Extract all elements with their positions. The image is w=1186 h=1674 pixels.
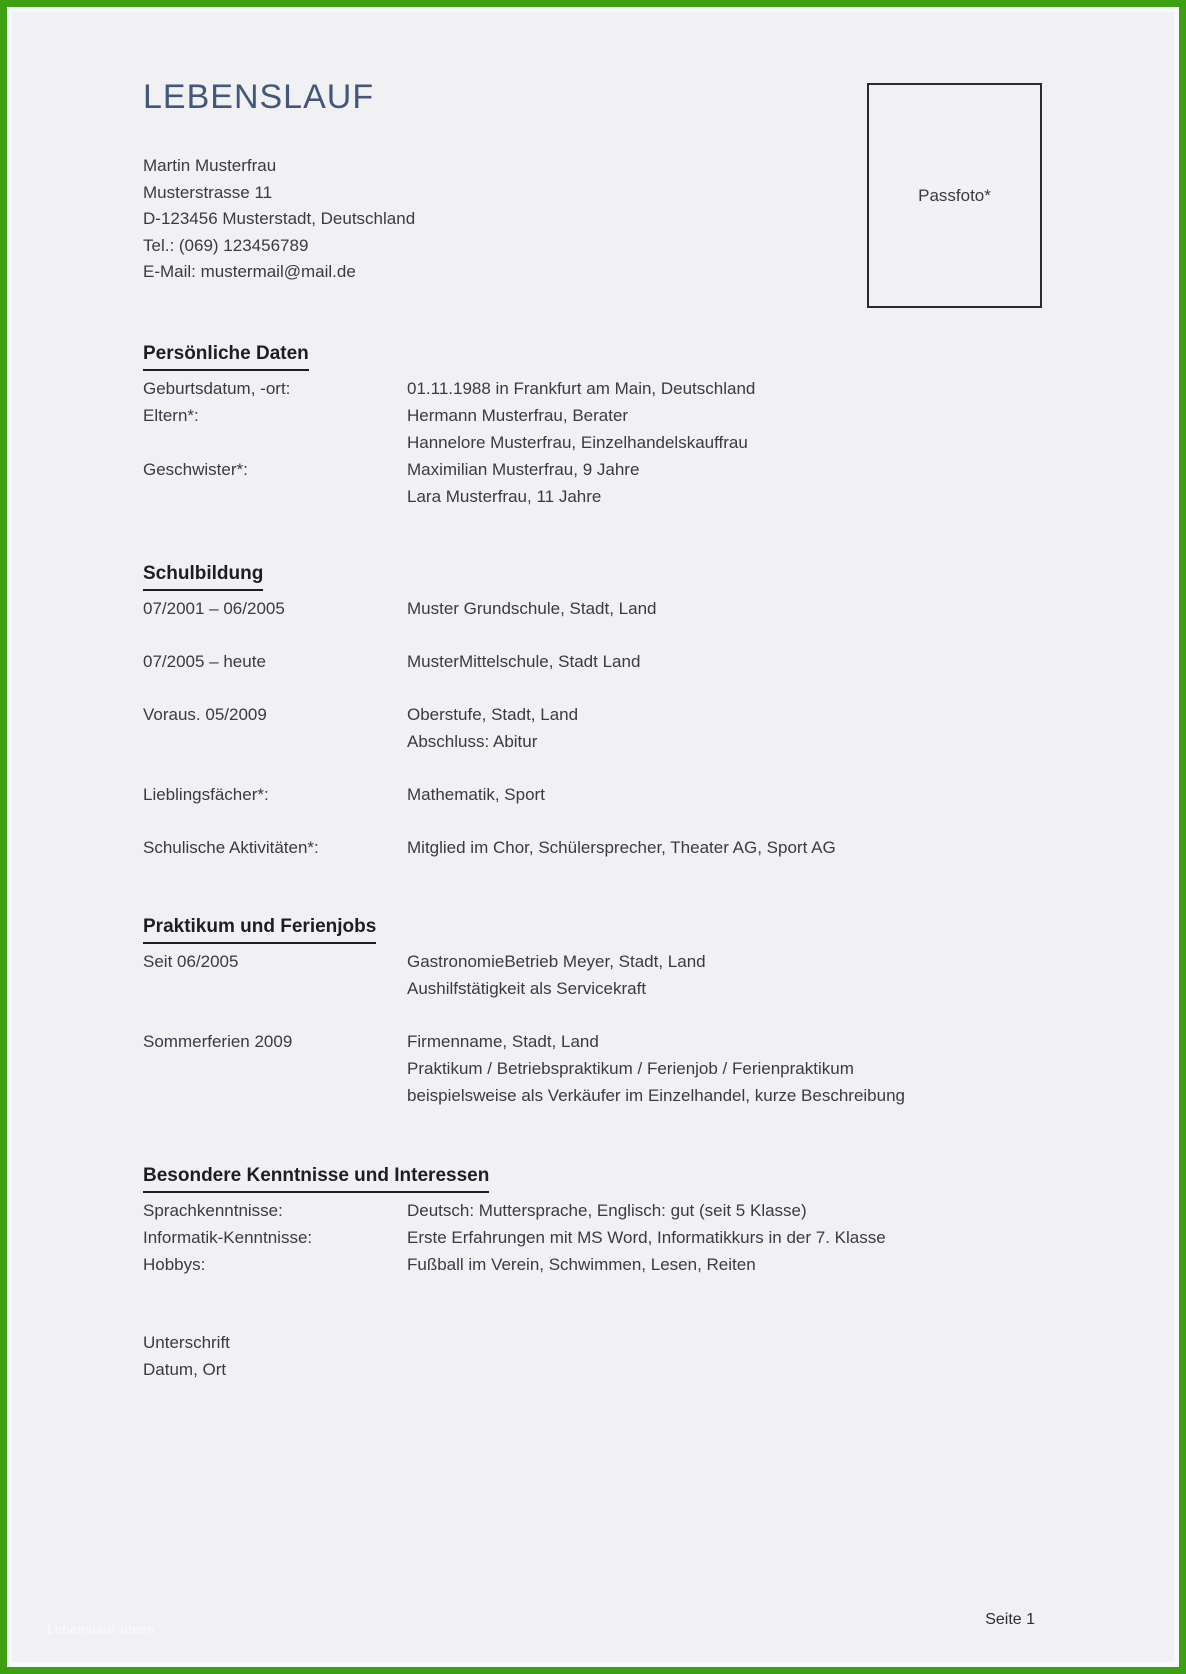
value-line: GastronomieBetrieb Meyer, Stadt, Land [407, 951, 706, 971]
value-line: Praktikum / Betriebspraktikum / Ferienjob / Ferienpraktikum [407, 1058, 854, 1078]
row-value [407, 1251, 1035, 1278]
contact-name: Martin Musterfrau [143, 156, 277, 175]
row-value [407, 948, 1035, 1002]
row-value [407, 375, 1035, 402]
value-line: Fußball im Verein, Schwimmen, Lesen, Reiten [407, 1254, 756, 1274]
watermark-text: Lebenslauf-Ideen [47, 1622, 156, 1637]
row-label: 07/2005 – heute [143, 651, 266, 671]
passport-photo-label: Passfoto* [918, 185, 991, 205]
contact-phone: Tel.: (069) 123456789 [143, 235, 309, 255]
value-line: Mitglied im Chor, Schülersprecher, Theater AG, Sport AG [407, 837, 836, 857]
value-line: Muster Grundschule, Stadt, Land [407, 598, 657, 618]
row-sprachkenntnisse [143, 1197, 1035, 1224]
row-value [407, 834, 1035, 861]
section-praktikum [143, 913, 1035, 1109]
row-label: Geburtsdatum, -ort: [143, 378, 291, 398]
row-sommerferien [143, 1028, 1035, 1109]
section-heading: Besondere Kenntnisse und Interessen [143, 1162, 1035, 1193]
row-label: Lieblingsfächer*: [143, 784, 269, 804]
date-place-label: Datum, Ort [143, 1359, 227, 1379]
row-label: Geschwister*: [143, 459, 248, 479]
value-line: Lara Musterfrau, 11 Jahre [407, 486, 602, 506]
row-mittelschule [143, 648, 1035, 675]
signature-block [143, 1329, 1035, 1383]
contact-city: D-123456 Musterstadt, Deutschland [143, 209, 416, 228]
value-line: Oberstufe, Stadt, Land [407, 704, 579, 724]
value-line: Erste Erfahrungen mit MS Word, Informatikkurs in der 7. Klasse [407, 1227, 886, 1247]
row-label: Sprachkenntnisse: [143, 1200, 283, 1220]
section-heading: Persönliche Daten [143, 340, 1035, 371]
page-title: LEBENSLAUF [143, 78, 375, 116]
row-value [407, 402, 1035, 456]
row-oberstufe [143, 701, 1035, 755]
value-line: Aushilfstätigkeit als Servicekraft [407, 978, 647, 998]
row-gastronomie [143, 948, 1035, 1002]
row-schulische-aktivitaeten [143, 834, 1035, 861]
value-line: Deutsch: Muttersprache, Englisch: gut (seit 5 Klasse) [407, 1200, 807, 1220]
row-label: Voraus. 05/2009 [143, 704, 267, 724]
section-persoenliche-daten [143, 340, 1035, 510]
row-label: Schulische Aktivitäten*: [143, 837, 319, 857]
value-line: MusterMittelschule, Stadt Land [407, 651, 641, 671]
section-besondere-kenntnisse [143, 1162, 1035, 1278]
row-eltern [143, 402, 1035, 456]
section-heading: Praktikum und Ferienjobs [143, 913, 1035, 944]
row-value [407, 648, 1035, 675]
page-number: Seite 1 [985, 1611, 1035, 1628]
row-label: Hobbys: [143, 1254, 206, 1274]
row-label: Sommerferien 2009 [143, 1031, 293, 1051]
row-informatik [143, 1224, 1035, 1251]
page-content [7, 7, 1179, 1383]
value-line: Mathematik, Sport [407, 784, 545, 804]
row-geburtsdatum [143, 375, 1035, 402]
row-hobbys [143, 1251, 1035, 1278]
row-value [407, 595, 1035, 622]
value-line: beispielsweise als Verkäufer im Einzelhandel, kurze Beschreibung [407, 1085, 905, 1105]
row-label: Seit 06/2005 [143, 951, 239, 971]
row-value [407, 701, 1035, 755]
row-geschwister [143, 456, 1035, 510]
row-label: Informatik-Kenntnisse: [143, 1227, 313, 1247]
section-schulbildung [143, 560, 1035, 861]
row-lieblingsfaecher [143, 781, 1035, 808]
row-grundschule [143, 595, 1035, 622]
signature-line-label: Unterschrift [143, 1332, 230, 1352]
value-line: Firmenname, Stadt, Land [407, 1031, 599, 1051]
row-value [407, 456, 1035, 510]
row-label: Eltern*: [143, 405, 199, 425]
value-line: Maximilian Musterfrau, 9 Jahre [407, 459, 640, 479]
row-value [407, 1197, 1035, 1224]
row-value [407, 781, 1035, 808]
row-value [407, 1224, 1035, 1251]
value-line: Abschluss: Abitur [407, 731, 538, 751]
value-line: Hermann Musterfrau, Berater [407, 405, 629, 425]
row-label: 07/2001 – 06/2005 [143, 598, 285, 618]
value-line: Hannelore Musterfrau, Einzelhandelskauffrau [407, 432, 748, 452]
section-heading: Schulbildung [143, 560, 1035, 591]
value-line: 01.11.1988 in Frankfurt am Main, Deutschland [407, 378, 756, 398]
row-value [407, 1028, 1035, 1109]
contact-email: E-Mail: mustermail@mail.de [143, 262, 356, 281]
contact-street: Musterstrasse 11 [143, 182, 273, 202]
contact-block [143, 153, 1035, 286]
